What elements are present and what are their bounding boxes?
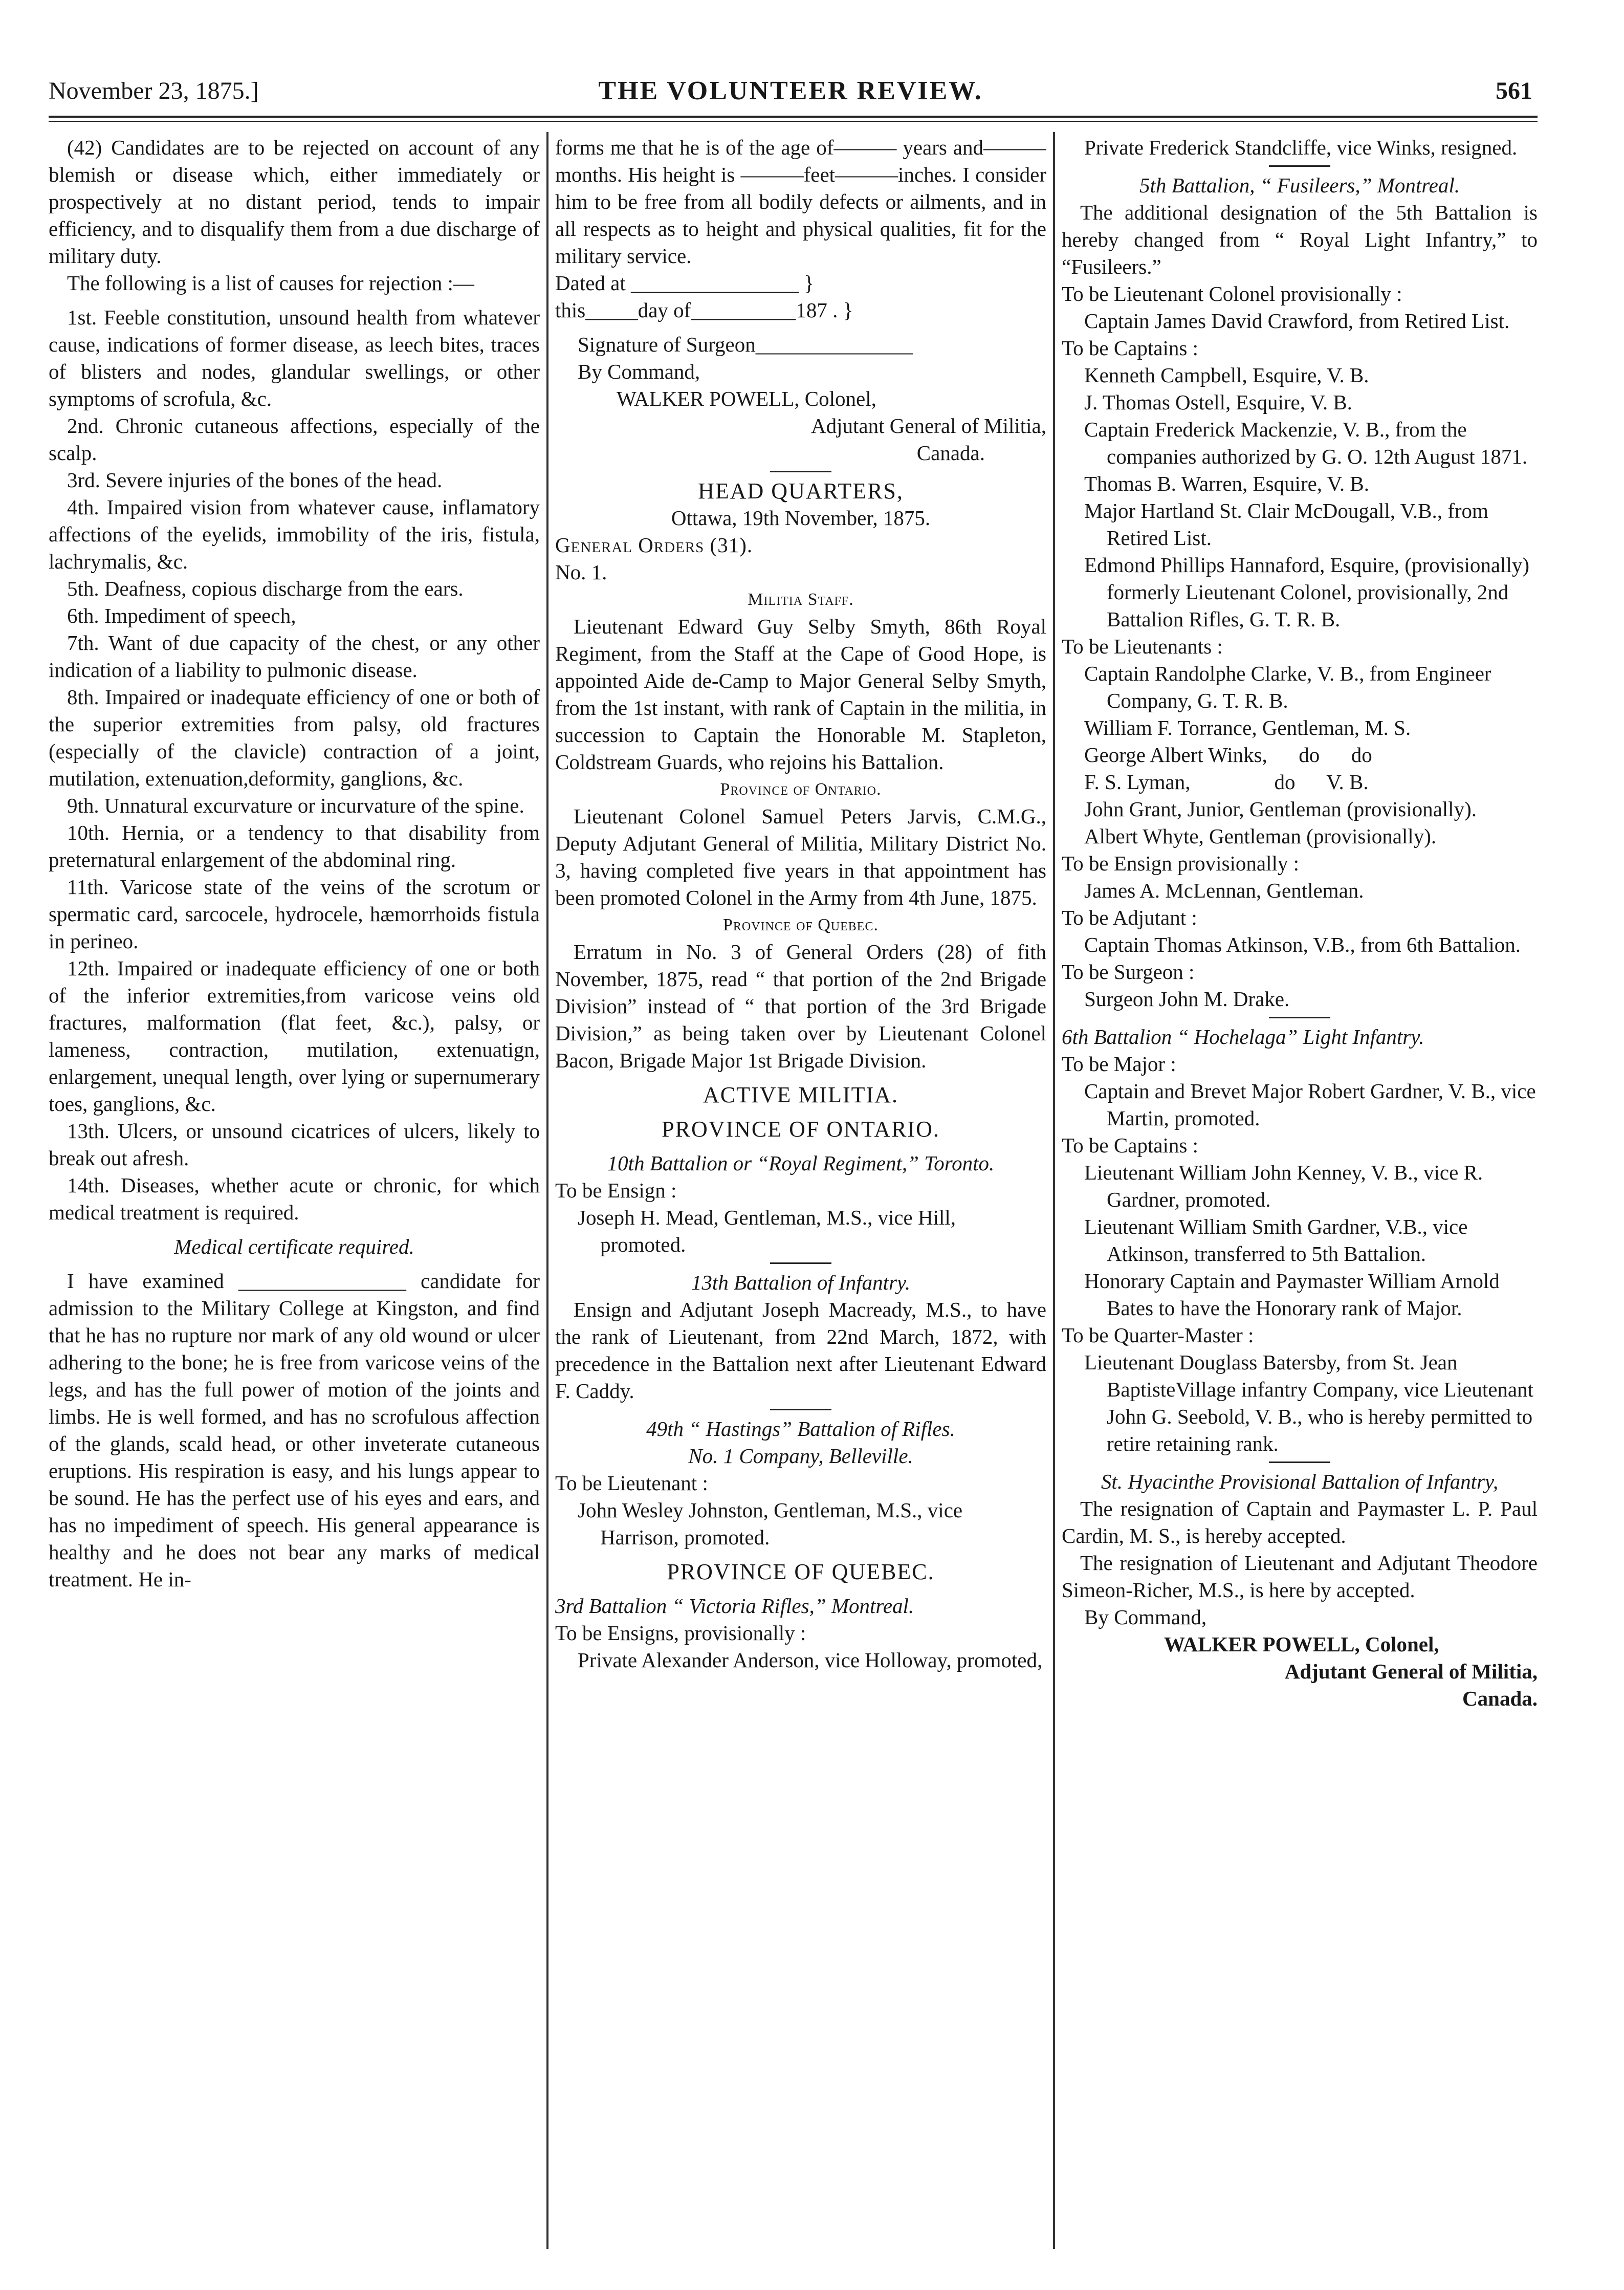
column-divider-2 bbox=[1053, 132, 1055, 2249]
causes-list-intro: The following is a list of causes for rejection :— bbox=[67, 271, 474, 295]
battalion-6-qm-label: To be Quarter-Master : bbox=[1062, 1323, 1254, 1347]
certificate-continuation: forms me that he is of the age of——— years and———months. His height is ———feet———inches. I consider him to be free from all bodily defects or ailments, and in all respects as to height and physical qualities, fit for the military service. bbox=[555, 136, 1046, 268]
cause-item: 4th. Impaired vision from whatever cause, inflamatory affections of the eyelids, immobility of the iris, fistula, lachrymalis, &c. bbox=[49, 495, 540, 573]
cause-item: 11th. Varicose state of the veins of the scrotum or spermatic card, sarcocele, hydrocele, hæmorrhoids fistula in perineo. bbox=[49, 875, 540, 953]
certificate-body: I have examined ________________ candidate for admission to the Military College at Kingston, and find that he has no rupture nor mark of any old wound or ulcer adhering to the bone; he is free from varicose veins of the legs, and has the full power of motion of the joints and limbs. He is well formed, and has no scrofulous affection of the glands, scald head, or other inveterate cutaneous eruptions. His respiration is easy, and his lungs appear to be sound. He has the perfect use of his eyes and ears, and has no impediment of speech. His general appearance is healthy and he does not bear any marks of medical treatment. He in- bbox=[49, 1269, 540, 1591]
battalion-49-lieutenant: John Wesley Johnston, Gentleman, M.S., vice Harrison, promoted. bbox=[578, 1498, 963, 1549]
column-divider-1 bbox=[546, 132, 548, 2249]
battalion-5-captain: Major Hartland St. Clair McDougall, V.B., from Retired List. bbox=[1084, 499, 1488, 550]
battalion-5-lieutenant: George Albert Winks, do do bbox=[1084, 743, 1372, 767]
certificate-day: this_____day of__________187 . } bbox=[555, 298, 853, 322]
battalion-5-lieutenant: Captain Randolphe Clarke, V. B., from Engineer Company, G. T. R. B. bbox=[1084, 662, 1491, 712]
column-2 bbox=[555, 134, 1046, 2258]
battalion-10-title: 10th Battalion or “Royal Regiment,” Toronto. bbox=[607, 1151, 995, 1175]
militia-staff-heading: Militia Staff. bbox=[748, 590, 854, 609]
active-militia-heading: ACTIVE MILITIA. bbox=[703, 1082, 898, 1107]
battalion-5-ensign: James A. McLennan, Gentleman. bbox=[1084, 879, 1364, 902]
cause-item: 5th. Deafness, copious discharge from the ears. bbox=[67, 577, 464, 600]
st-hyacinthe-title: St. Hyacinthe Provisional Battalion of Infantry, bbox=[1101, 1470, 1499, 1493]
column-1 bbox=[49, 134, 540, 2258]
battalion-13-title: 13th Battalion of Infantry. bbox=[691, 1271, 911, 1294]
battalion-5-ltcol-label: To be Lieutenant Colonel provisionally : bbox=[1062, 282, 1402, 306]
cause-item: 13th. Ulcers, or unsound cicatrices of ulcers, likely to break out afresh. bbox=[49, 1119, 540, 1170]
signer-title: Adjutant General of Militia, bbox=[811, 414, 1046, 438]
standcliffe-entry: Private Frederick Standcliffe, vice Winks, resigned. bbox=[1084, 136, 1518, 159]
signer-title: Adjutant General of Militia, bbox=[1284, 1660, 1538, 1683]
header-date: November 23, 1875.] bbox=[49, 77, 259, 104]
cause-item: 2nd. Chronic cutaneous affections, especially of the scalp. bbox=[49, 414, 540, 465]
battalion-5-captains-label: To be Captains : bbox=[1062, 336, 1199, 360]
regulation-42-intro: (42) Candidates are to be rejected on account of any blemish or disease which, either immediately or prospectively at no distant period, tends to impair efficiency, and to disqualify them from a due discharge of military duty. bbox=[49, 136, 540, 268]
battalion-5-captain: Edmond Phillips Hannaford, Esquire, (provisionally) formerly Lieutenant Colonel, provisionally, 2nd Battalion Rifles, G. T. R. B. bbox=[1084, 553, 1529, 631]
battalion-5-captain: Captain Frederick Mackenzie, V. B., from the companies authorized by G. O. 12th August 1871. bbox=[1084, 418, 1528, 468]
battalion-5-captain: Kenneth Campbell, Esquire, V. B. bbox=[1084, 363, 1369, 387]
province-ontario-heading: Province of Ontario. bbox=[720, 780, 882, 799]
battalion-6-captain: Honorary Captain and Paymaster William Arnold Bates to have the Honorary rank of Major. bbox=[1084, 1269, 1500, 1320]
battalion-5-lieutenant: John Grant, Junior, Gentleman (provisionally). bbox=[1084, 797, 1477, 821]
header-rule-thin bbox=[49, 121, 1538, 122]
battalion-5-lieutenant: William F. Torrance, Gentleman, M. S. bbox=[1084, 716, 1411, 739]
by-command: By Command, bbox=[1084, 1605, 1207, 1629]
by-command: By Command, bbox=[578, 360, 700, 383]
battalion-6-captains-label: To be Captains : bbox=[1062, 1133, 1199, 1157]
cause-item: 10th. Hernia, or a tendency to that disability from preternatural enlargement of the abdominal ring. bbox=[49, 821, 540, 871]
surgeon-signature: Signature of Surgeon_______________ bbox=[578, 333, 913, 356]
battalion-3-ensigns-label: To be Ensigns, provisionally : bbox=[555, 1621, 806, 1645]
militia-staff-text: Lieutenant Edward Guy Selby Smyth, 86th Royal Regiment, from the Staff at the Cape of Good Hope, is appointed Aide de-Camp to Major General Selby Smyth, from the 1st instant, with rank of Captain in the militia, in succession to Captain the Honorable M. Stapleton, Coldstream Guards, who rejoins his Battalion. bbox=[555, 615, 1046, 774]
section-rule bbox=[770, 471, 831, 472]
st-hyacinthe-text-2: The resignation of Lieutenant and Adjutant Theodore Simeon-Richer, M.S., is here by accepted. bbox=[1062, 1551, 1538, 1602]
cause-item: 3rd. Severe injuries of the bones of the head. bbox=[67, 468, 443, 492]
signer-country: Canada. bbox=[1462, 1687, 1538, 1710]
cause-item: 8th. Impaired or inadequate efficiency of one or both of the superior extremities from palsy, old fractures (especially of the clavicle) contraction of a joint, mutilation, extenuation,deformity, ganglions, &c. bbox=[49, 685, 540, 790]
battalion-10-ensign: Joseph H. Mead, Gentleman, M.S., vice Hill, promoted. bbox=[578, 1206, 956, 1256]
battalion-6-major: Captain and Brevet Major Robert Gardner, V. B., vice Martin, promoted. bbox=[1084, 1079, 1536, 1130]
cause-item: 9th. Unnatural excurvature or incurvature of the spine. bbox=[67, 794, 524, 817]
signer-name: WALKER POWELL, Colonel, bbox=[1164, 1632, 1439, 1656]
head-quarters: HEAD QUARTERS, bbox=[698, 478, 904, 504]
battalion-5-ensign-label: To be Ensign provisionally : bbox=[1062, 852, 1300, 875]
erratum-text: Erratum in No. 3 of General Orders (28) of fith November, 1875, read “ that portion of the 2nd Brigade Division” instead of “ that portion of the 3rd Brigade Division,” as being taken over by Lieutenant Colonel Bacon, Brigade Major 1st Brigade Division. bbox=[555, 940, 1046, 1072]
page-header bbox=[49, 76, 1532, 117]
certificate-dated: Dated at ________________ } bbox=[555, 271, 814, 295]
battalion-5-title: 5th Battalion, “ Fusileers,” Montreal. bbox=[1139, 173, 1460, 197]
cause-item: 1st. Feeble constitution, unsound health from whatever cause, indications of former disease, as leech bites, traces of blisters and nodes, glandular swellings, or other symptoms of scrofula, &c. bbox=[49, 306, 540, 410]
section-rule bbox=[1269, 165, 1330, 167]
cause-item: 12th. Impaired or inadequate efficiency of one or both of the inferior extremities,from varicose veins old fractures, malformation (flat feet, &c.), palsy, or lameness, contraction, mutilation, extenuatign, enlargement, unequal length, over lying or supernumerary toes, ganglions, &c. bbox=[49, 956, 540, 1116]
battalion-3-ensign: Private Alexander Anderson, vice Holloway, promoted, bbox=[578, 1648, 1043, 1672]
battalion-5-surgeon: Surgeon John M. Drake. bbox=[1084, 987, 1290, 1011]
column-3 bbox=[1062, 134, 1538, 2258]
battalion-5-lieutenants-label: To be Lieutenants : bbox=[1062, 635, 1223, 658]
cause-item: 14th. Diseases, whether acute or chronic, for which medical treatment is required. bbox=[49, 1173, 540, 1224]
battalion-6-title: 6th Battalion “ Hochelaga” Light Infantry. bbox=[1062, 1025, 1424, 1049]
cause-item: 7th. Want of due capacity of the chest, or any other indication of a liability to pulmonic disease. bbox=[49, 631, 540, 682]
signer-country: Canada. bbox=[916, 441, 985, 465]
battalion-49-title: 49th “ Hastings” Battalion of Rifles. bbox=[646, 1417, 955, 1441]
battalion-5-lieutenant: F. S. Lyman, do V. B. bbox=[1084, 770, 1369, 794]
province-ontario-section: PROVINCE OF ONTARIO. bbox=[662, 1117, 940, 1142]
battalion-5-captain: Thomas B. Warren, Esquire, V. B. bbox=[1084, 472, 1369, 495]
head-quarters-date: Ottawa, 19th November, 1875. bbox=[671, 506, 931, 530]
cause-item: 6th. Impediment of speech, bbox=[67, 604, 296, 627]
province-quebec-heading: Province of Quebec. bbox=[723, 915, 879, 934]
header-page-number: 561 bbox=[1496, 77, 1532, 104]
battalion-49-lieutenant-label: To be Lieutenant : bbox=[555, 1471, 708, 1495]
battalion-6-captain: Lieutenant William John Kenney, V. B., vice R. Gardner, promoted. bbox=[1084, 1161, 1483, 1211]
section-rule bbox=[770, 1409, 831, 1410]
battalion-3-title: 3rd Battalion “ Victoria Rifles,” Montreal. bbox=[555, 1594, 914, 1618]
province-quebec-section: PROVINCE OF QUEBEC. bbox=[667, 1559, 935, 1584]
battalion-10-ensign-label: To be Ensign : bbox=[555, 1179, 677, 1202]
battalion-6-major-label: To be Major : bbox=[1062, 1052, 1176, 1076]
battalion-49-company: No. 1 Company, Belleville. bbox=[688, 1444, 913, 1468]
order-number: No. 1. bbox=[555, 560, 607, 584]
battalion-5-captain: J. Thomas Ostell, Esquire, V. B. bbox=[1084, 390, 1352, 414]
st-hyacinthe-text-1: The resignation of Captain and Paymaster L. P. Paul Cardin, M. S., is hereby accepted. bbox=[1062, 1497, 1538, 1547]
battalion-5-ltcol: Captain James David Crawford, from Retired List. bbox=[1084, 309, 1510, 333]
general-orders: General Orders (31). bbox=[555, 533, 753, 557]
battalion-6-captain: Lieutenant William Smith Gardner, V.B., vice Atkinson, transferred to 5th Battalion. bbox=[1084, 1215, 1468, 1266]
province-ontario-text: Lieutenant Colonel Samuel Peters Jarvis, C.M.G., Deputy Adjutant General of Militia, Military District No. 3, having completed five years in that appointment has been promoted Colonel in the Army from 4th June, 1875. bbox=[555, 804, 1046, 909]
battalion-5-adjutant: Captain Thomas Atkinson, V.B., from 6th Battalion. bbox=[1084, 933, 1521, 956]
battalion-5-adjutant-label: To be Adjutant : bbox=[1062, 906, 1197, 929]
section-rule bbox=[1269, 1017, 1330, 1018]
section-rule bbox=[1269, 1462, 1330, 1463]
battalion-13-text: Ensign and Adjutant Joseph Macready, M.S., to have the rank of Lieutenant, from 22nd March, 1872, with precedence in the Battalion next after Lieutenant Edward F. Caddy. bbox=[555, 1298, 1046, 1403]
signer-name: WALKER POWELL, Colonel, bbox=[617, 387, 876, 410]
battalion-5-text: The additional designation of the 5th Battalion is hereby changed from “ Royal Light Infantry,” to “Fusileers.” bbox=[1062, 201, 1538, 278]
battalion-6-qm: Lieutenant Douglass Batersby, from St. Jean BaptisteVillage infantry Company, vice Lieutenant John G. Seebold, V. B., who is hereby permitted to retire retaining rank. bbox=[1084, 1350, 1533, 1455]
header-title: THE VOLUNTEER REVIEW. bbox=[598, 76, 983, 105]
battalion-5-lieutenant: Albert Whyte, Gentleman (provisionally). bbox=[1084, 824, 1437, 848]
certificate-heading: Medical certificate required. bbox=[174, 1235, 414, 1258]
battalion-5-surgeon-label: To be Surgeon : bbox=[1062, 960, 1195, 984]
header-rule-thick bbox=[49, 116, 1538, 118]
section-rule bbox=[770, 1262, 831, 1264]
